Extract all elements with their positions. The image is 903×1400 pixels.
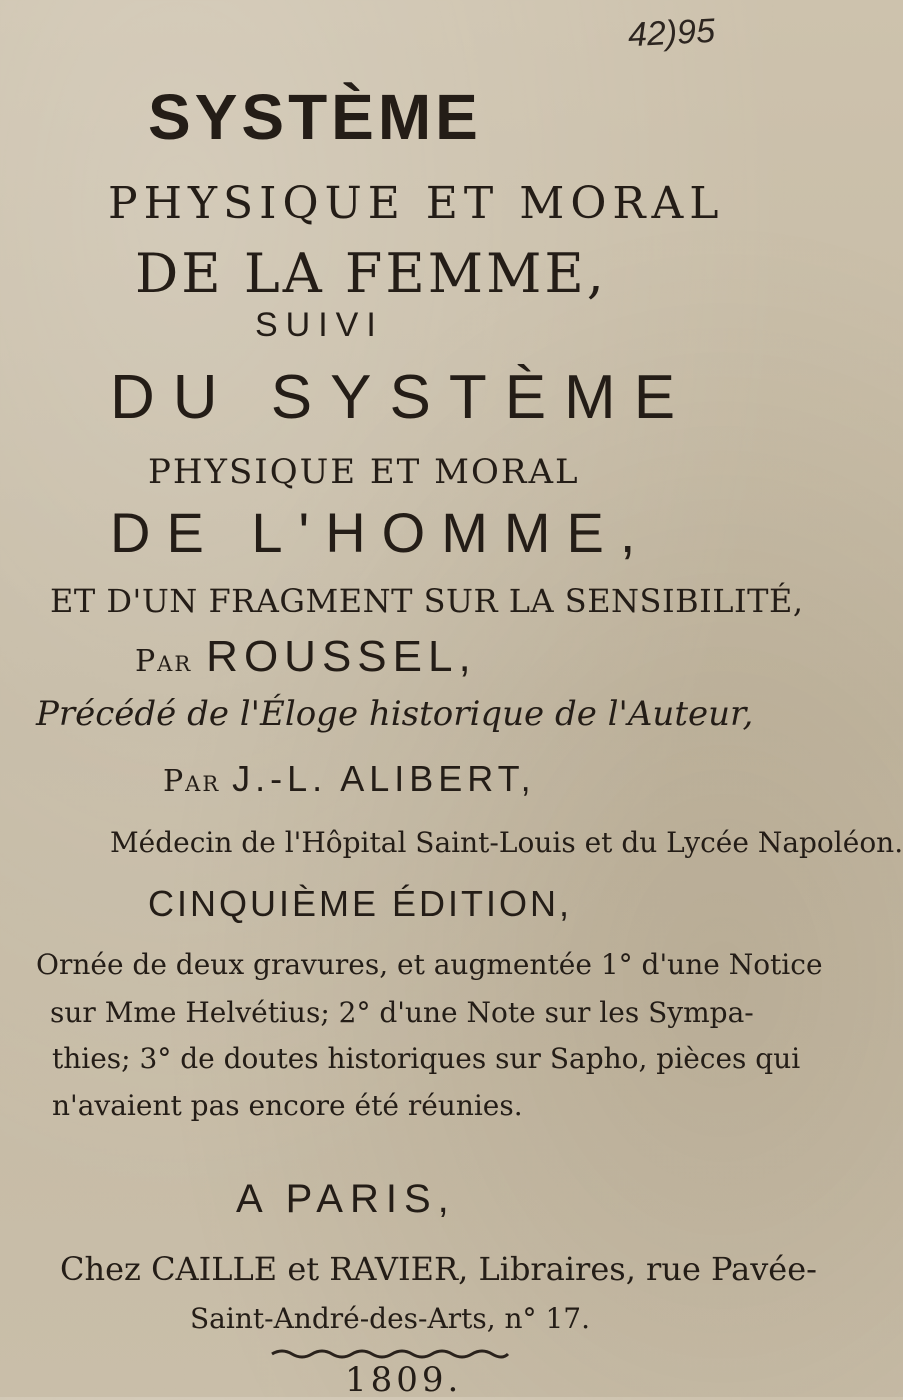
preceded-by-line: Précédé de l'Éloge historique de l'Auteur, — [36, 694, 754, 734]
second-title-du-systeme: DU SYSTÈME — [110, 363, 694, 432]
notice-line-4: n'avaient pas encore été réunies. — [52, 1089, 523, 1122]
notice-line-1: Ornée de deux gravures, et augmentée 1° d'une Notice — [36, 948, 823, 981]
editor-position: Médecin de l'Hôpital Saint-Louis et du Lycée Napoléon. — [110, 826, 903, 859]
title-line-physique-moral: PHYSIQUE ET MORAL — [108, 178, 725, 229]
imprint-place: A PARIS, — [236, 1177, 456, 1221]
edition-label: CINQUIÈME ÉDITION, — [148, 883, 573, 924]
imprint-address: Saint-André-des-Arts, n° 17. — [190, 1302, 590, 1335]
author-name: ROUSSEL, — [206, 632, 477, 681]
editor-line — [163, 758, 536, 800]
author-par: Par — [135, 644, 193, 679]
second-title-de-lhomme: DE L'HOMME, — [110, 501, 652, 564]
imprint-year: 1809. — [345, 1360, 463, 1400]
editor-name: J.-L. ALIBERT, — [232, 758, 536, 799]
second-title-physique-moral: PHYSIQUE ET MORAL — [148, 452, 580, 492]
ornament-rule-icon — [270, 1348, 510, 1360]
fragment-line: ET D'UN FRAGMENT SUR LA SENSIBILITÉ, — [50, 582, 804, 620]
suivi-label: SUIVI — [255, 306, 384, 344]
title-line-systeme: SYSTÈME — [148, 81, 482, 153]
title-line-de-la-femme: DE LA FEMME, — [135, 242, 607, 305]
manuscript-note: 42)95 — [627, 11, 716, 55]
notice-line-3: thies; 3° de doutes historiques sur Sapho, pièces qui — [52, 1042, 801, 1075]
imprint-publisher: Chez CAILLE et RAVIER, Libraires, rue Pavée- — [60, 1250, 817, 1288]
notice-line-2: sur Mme Helvétius; 2° d'une Note sur les Sympa- — [50, 996, 754, 1029]
author-line — [135, 632, 477, 682]
editor-par: Par — [163, 764, 221, 799]
